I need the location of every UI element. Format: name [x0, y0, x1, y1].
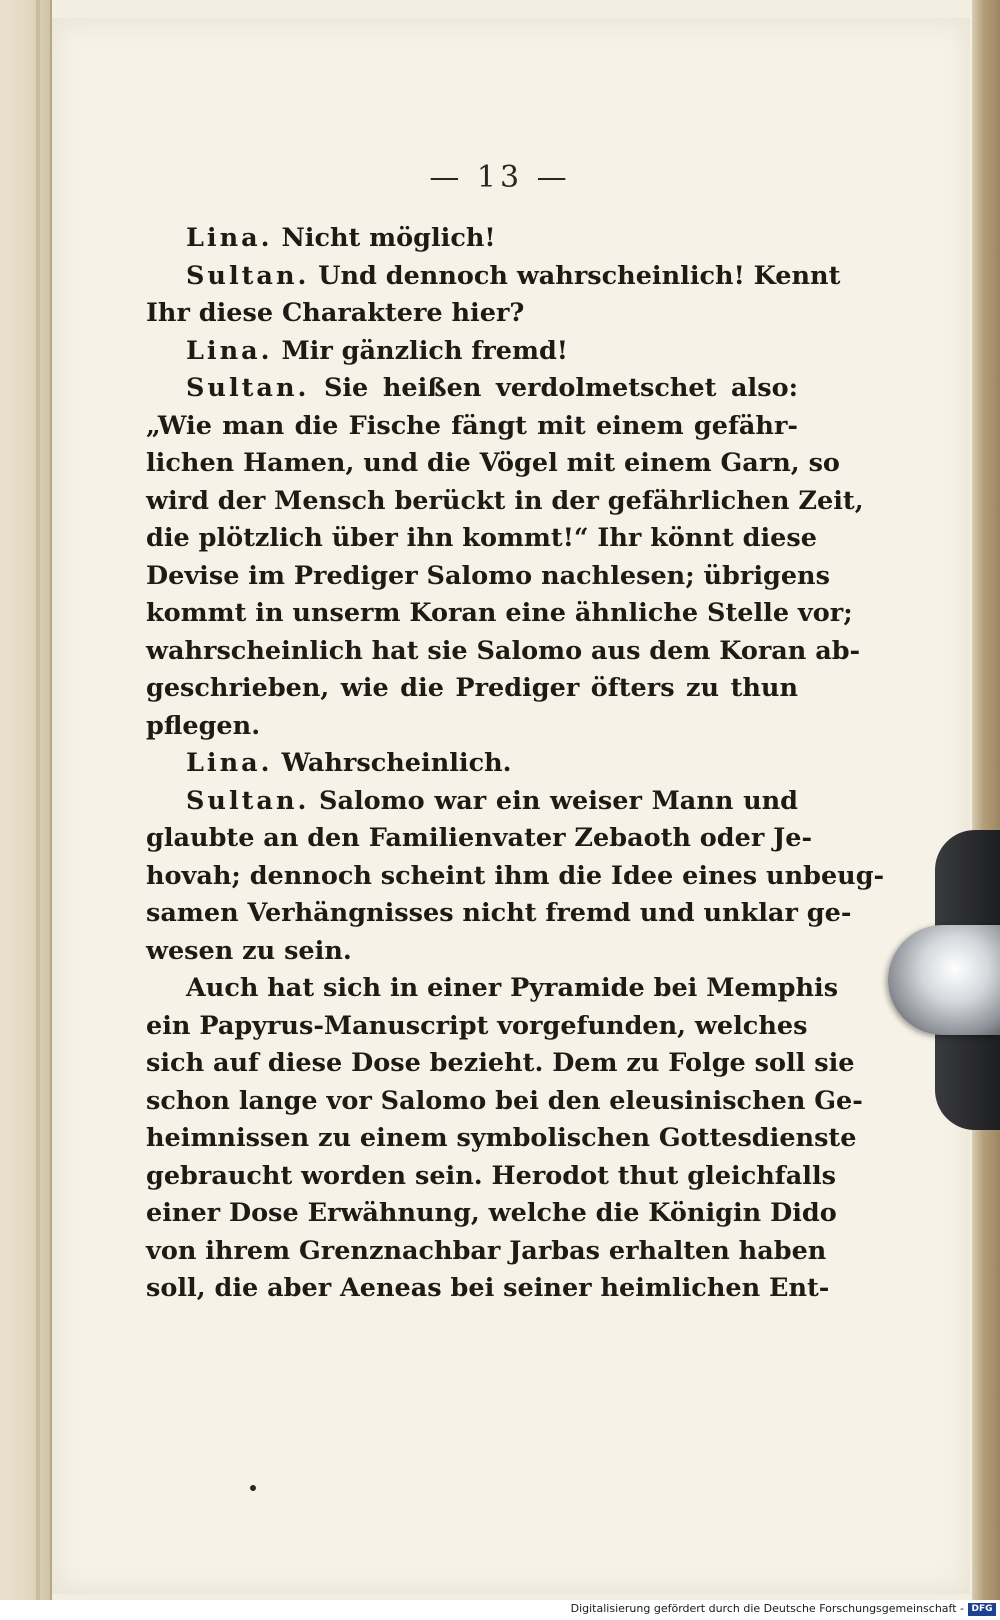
- line-text: pflegen.: [146, 710, 261, 741]
- digitization-footer: [0, 1600, 1000, 1620]
- page-number: — 13 —: [429, 160, 571, 195]
- speaker-name: Sultan.: [186, 260, 310, 291]
- text-line: [146, 220, 798, 258]
- line-text: wird der Mensch berückt in der gefährlichen Zeit,: [146, 485, 864, 516]
- text-line: [146, 595, 853, 633]
- line-text: lichen Hamen, und die Vögel mit einem Garn, so: [146, 448, 840, 478]
- line-text: Wahrscheinlich.: [281, 748, 512, 778]
- line-text: „Wie man die Fische fängt mit einem gefähr-: [146, 410, 798, 441]
- text-line: [146, 445, 840, 483]
- line-text: Salomo war ein weiser Mann und: [319, 785, 798, 816]
- line-text: Nicht möglich!: [281, 223, 496, 253]
- line-text: geschrieben, wie die Prediger öfters zu thun: [146, 673, 798, 703]
- text-line: [146, 970, 839, 1008]
- line-text: von ihrem Grenznachbar Jarbas erhalten haben: [146, 1235, 827, 1266]
- text-line: [146, 708, 798, 746]
- line-text: Devise im Prediger Salomo nachlesen; übrigens: [146, 560, 830, 591]
- text-line: [146, 333, 798, 371]
- text-line: [146, 745, 798, 783]
- line-text: einer Dose Erwähnung, welche die Königin Dido: [146, 1198, 837, 1228]
- footer-credit: Digitalisierung gefördert durch die Deutsche Forschungsgemeinschaft -: [570, 1602, 964, 1615]
- book-fore-edge: [972, 0, 1000, 1600]
- page-clip-icon: [888, 925, 1000, 1035]
- line-text: heimnissen zu einem symbolischen Gottesdienste: [146, 1123, 857, 1153]
- text-line: [146, 295, 798, 333]
- text-line: [146, 1158, 837, 1196]
- speaker-name: Lina.: [186, 335, 273, 366]
- text-line: [146, 1008, 808, 1046]
- text-line: [146, 1195, 837, 1233]
- text-line: [146, 895, 852, 933]
- ink-dot: [250, 1485, 256, 1491]
- line-text: kommt in unserm Koran eine ähnliche Stelle vor;: [146, 598, 853, 628]
- line-text: soll, die aber Aeneas bei seiner heimlichen Ent-: [146, 1273, 830, 1303]
- text-line: [146, 783, 798, 821]
- line-text: Auch hat sich in einer Pyramide bei Memphis: [186, 973, 839, 1003]
- text-line: [146, 670, 798, 708]
- text-line: [146, 370, 798, 408]
- text-line: [146, 633, 861, 671]
- line-text: Und dennoch wahrscheinlich! Kennt: [318, 260, 841, 291]
- speaker-name: Sultan.: [186, 785, 310, 816]
- page-body-text: [146, 220, 885, 1308]
- text-line: [146, 820, 813, 858]
- line-text: Sie heißen verdolmetschet also:: [323, 373, 798, 403]
- text-line: [146, 558, 830, 596]
- text-line: [146, 258, 841, 296]
- line-text: wesen zu sein.: [146, 935, 352, 966]
- text-line: [146, 1120, 857, 1158]
- line-text: wahrscheinlich hat sie Salomo aus dem Koran ab-: [146, 635, 861, 666]
- line-text: glaubte an den Familienvater Zebaoth oder Je-: [146, 823, 813, 853]
- line-text: hovah; dennoch scheint ihm die Idee eines unbeug-: [146, 860, 885, 891]
- speaker-name: Sultan.: [186, 373, 310, 403]
- line-text: schon lange vor Salomo bei den eleusinischen Ge-: [146, 1085, 863, 1116]
- text-line: [146, 520, 817, 558]
- speaker-name: Lina.: [186, 748, 273, 778]
- text-line: [146, 1233, 827, 1271]
- page-edge: [36, 0, 40, 1600]
- text-line: [146, 1045, 855, 1083]
- line-text: samen Verhängnisses nicht fremd und unklar ge-: [146, 898, 852, 928]
- line-text: Ihr diese Charaktere hier?: [146, 298, 525, 328]
- line-text: sich auf diese Dose bezieht. Dem zu Folge soll sie: [146, 1048, 855, 1078]
- text-line: [146, 858, 885, 896]
- line-text: gebraucht worden sein. Herodot thut gleichfalls: [146, 1160, 837, 1191]
- left-page-margin: [0, 0, 52, 1600]
- speaker-name: Lina.: [186, 223, 273, 253]
- text-line: [146, 1270, 830, 1308]
- text-line: [146, 1083, 863, 1121]
- dfg-logo-icon: DFG: [968, 1603, 996, 1616]
- text-line: [146, 933, 798, 971]
- line-text: Mir gänzlich fremd!: [281, 335, 569, 366]
- line-text: die plötzlich über ihn kommt!“ Ihr könnt diese: [146, 523, 817, 553]
- text-line: [146, 483, 864, 521]
- text-line: [146, 408, 798, 446]
- line-text: ein Papyrus-Manuscript vorgefunden, welches: [146, 1010, 808, 1041]
